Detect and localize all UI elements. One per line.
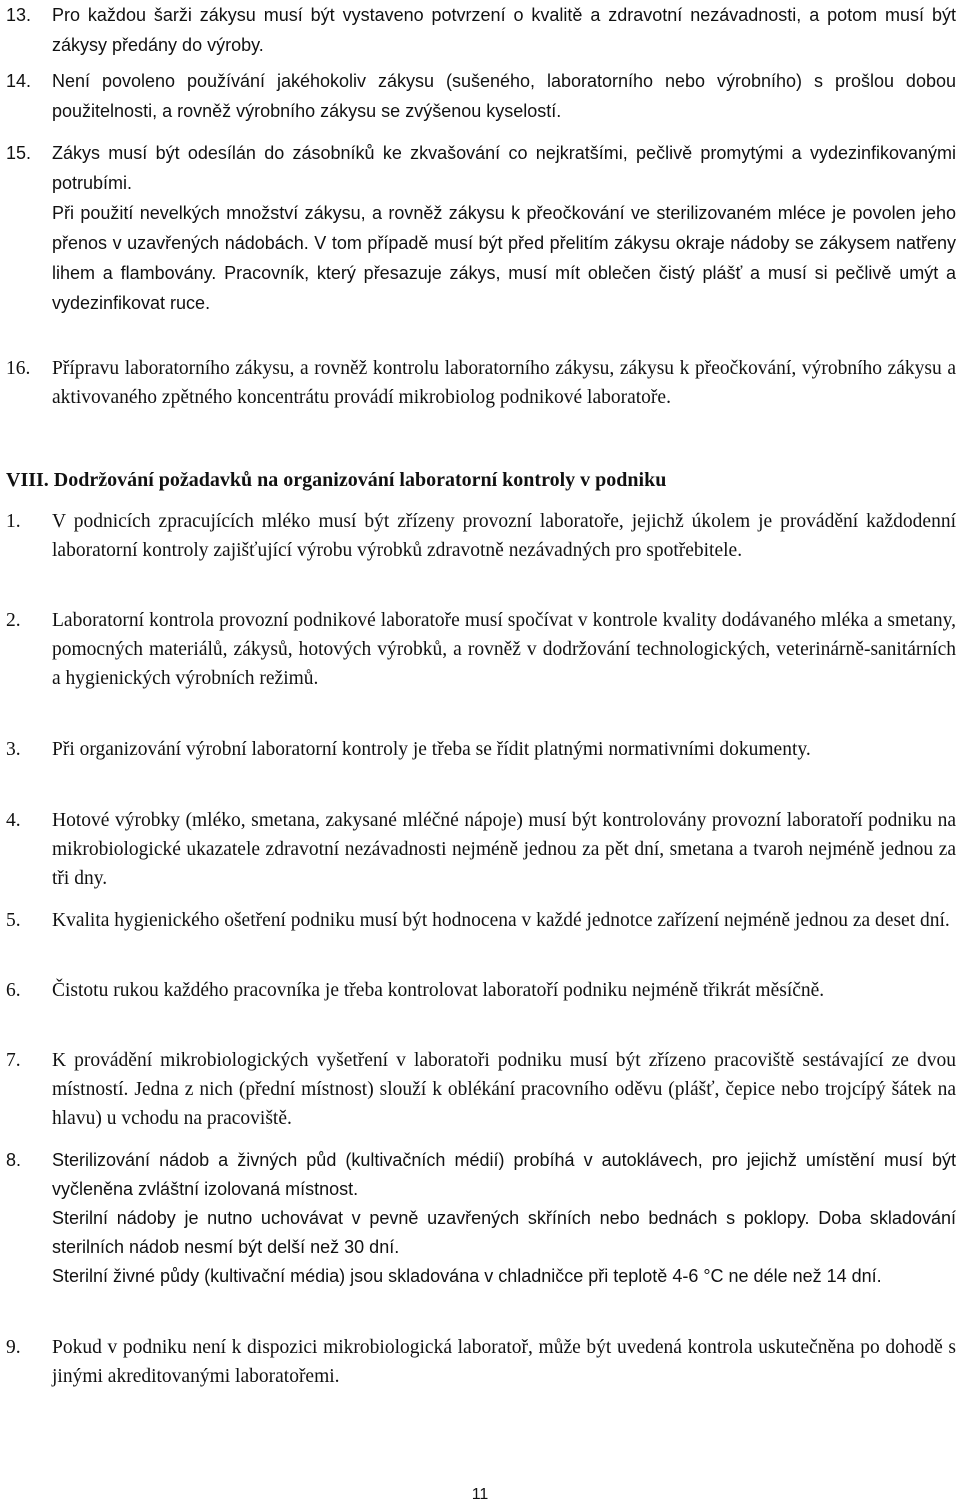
page-number: 11 [471, 1486, 489, 1503]
list-item [0, 735, 960, 764]
item-number: 15. [6, 143, 32, 163]
item-number: 8. [6, 1150, 22, 1170]
item-text: Při použití nevelkých množství zákysu, a rovněž zákysu k přeočkování ve sterilizovaném mléce je povolen jeho přenos v uzavřených nádobách. V tom případě musí být před přelitím zákysu okraje nádoby se zákysem natřeny lihem a flambovány. Pracovník, který přesazuje zákys, musí mít oblečen čistý plášť a musí si pečlivě umýt a vydezinfikovat ruce. [52, 203, 956, 313]
item-text: K provádění mikrobiologických vyšetření v laboratoři podniku musí být zřízeno pracoviště sestávající ze dvou místností. Jedna z nich (přední místnost) slouží k oblékání pracovního oděvu (plášť, čepice nebo trojcípý šátek na hlavu) u vchodu na pracoviště. [52, 1050, 956, 1129]
item-number: 3. [6, 739, 21, 760]
item-number: 7. [6, 1050, 21, 1071]
item-text: Sterilní živné půdy (kultivační média) jsou skladována v chladničce při teplotě 4-6 °C ne déle než 14 dní. [52, 1266, 882, 1286]
list-item [0, 806, 960, 893]
section-title: Dodržování požadavků na organizování laboratorní kontroly v podniku [53, 469, 667, 491]
item-text: Čistotu rukou každého pracovníka je třeba kontrolovat laboratoří podniku nejméně třikrát měsíčně. [52, 980, 825, 1001]
list-item [0, 976, 960, 1005]
list-item [0, 354, 960, 412]
item-number: 14. [6, 71, 32, 91]
item-number: 6. [6, 980, 21, 1001]
item-text: V podnicích zpracujících mléko musí být zřízeny provozní laboratoře, jejichž úkolem je provádění každodenní laboratorní kontroly zajišťující výrobu výrobků zdravotně nezávadných pro spotřebitele. [52, 511, 956, 561]
item-text: Při organizování výrobní laboratorní kontroly je třeba se řídit platnými normativními dokumenty. [52, 739, 811, 760]
item-text: Pro každou šarži zákysu musí být vystaveno potvrzení o kvalitě a zdravotní nezávadnosti, a potom musí být zákysy předány do výroby. [52, 5, 956, 55]
item-text: Sterilizování nádob a živných půd (kultivačních médií) probíhá v autoklávech, pro jejichž umístění musí být vyčleněna zvláštní izolovaná místnost. [52, 1150, 956, 1199]
item-number: 16. [6, 358, 31, 379]
item-number: 2. [6, 610, 21, 631]
list-item [0, 606, 960, 693]
list-item [0, 1046, 960, 1133]
item-number: 9. [6, 1337, 21, 1358]
list-item [0, 906, 960, 935]
list-item [0, 1333, 960, 1391]
item-text: Pokud v podniku není k dispozici mikrobiologická laboratoř, může být uvedená kontrola uskutečněna po dohodě s jinými akreditovanými laboratořemi. [52, 1337, 956, 1387]
list-item [0, 66, 960, 126]
list-item [0, 138, 960, 318]
list-item [0, 1146, 960, 1291]
section-heading [0, 466, 946, 495]
item-number: 13. [6, 5, 32, 25]
section-number: VIII. [6, 469, 49, 491]
list-item [0, 507, 960, 565]
item-number: 5. [6, 910, 21, 931]
item-text: Zákys musí být odesílán do zásobníků ke zkvašování co nejkratšími, pečlivě promytými a vydezinfikovanými potrubími. [52, 143, 956, 193]
item-text: Přípravu laboratorního zákysu, a rovněž kontrolu laboratorního zákysu, zákysu k přeočkování, výrobního zákysu a aktivovaného zpětného koncentrátu provádí mikrobiolog podnikové laboratoře. [52, 358, 956, 408]
item-text: Laboratorní kontrola provozní podnikové laboratoře musí spočívat v kontrole kvality dodávaného mléka a smetany, pomocných materiálů, zákysů, hotových výrobků, a rovněž v dodržování technologických, veterinárně-sanitárních a hygienických výrobních režimů. [52, 610, 956, 689]
item-text: Kvalita hygienického ošetření podniku musí být hodnocena v každé jednotce zařízení nejméně jednou za deset dní. [52, 910, 950, 931]
item-text: Není povoleno používání jakéhokoliv zákysu (sušeného, laboratorního nebo výrobního) s prošlou dobou použitelnosti, a rovněž výrobního zákysu se zvýšenou kyselostí. [52, 71, 956, 121]
list-item [0, 0, 960, 60]
item-text: Sterilní nádoby je nutno uchovávat v pevně uzavřených skříních nebo bednách s poklopy. Doba skladování sterilních nádob nesmí být delší než 30 dní. [52, 1208, 956, 1257]
item-number: 1. [6, 511, 21, 532]
item-number: 4. [6, 810, 21, 831]
item-text: Hotové výrobky (mléko, smetana, zakysané mléčné nápoje) musí být kontrolovány provozní laboratoří podniku na mikrobiologické ukazatele zdravotní nezávadnosti nejméně jednou za pět dní, smetana a tvaroh nejméně jednou za tři dny. [52, 810, 956, 889]
